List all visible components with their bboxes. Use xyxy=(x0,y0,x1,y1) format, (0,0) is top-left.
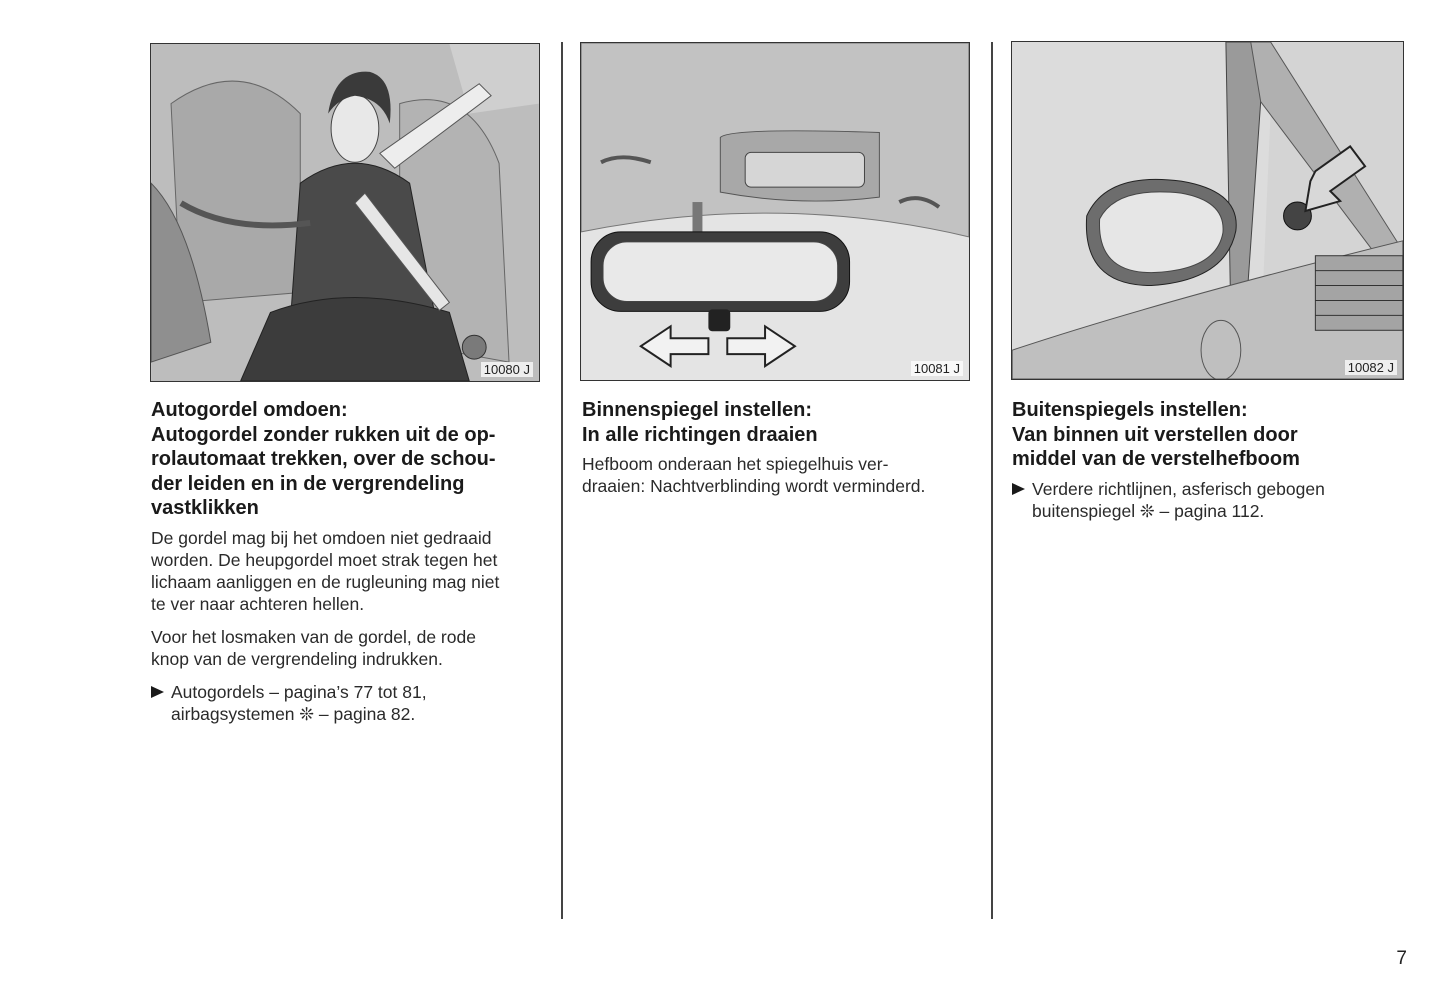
figure-exterior-mirror xyxy=(1011,41,1404,380)
column-interior-mirror xyxy=(582,398,977,508)
reference-triangle-icon xyxy=(1012,483,1025,495)
figure-code: 10081 J xyxy=(911,361,963,376)
reference-triangle-icon xyxy=(151,686,164,698)
paragraph: Voor het losmaken van de gordel, de rode knop van de vergrendeling indrukken. xyxy=(151,626,476,669)
figure-seatbelt xyxy=(150,43,540,382)
page-reference: Verdere richtlijnen, asferisch gebogen buitenspiegel ❊ – pagina 112. xyxy=(1012,478,1412,522)
figure-code: 10080 J xyxy=(481,362,533,377)
column-exterior-mirror xyxy=(1012,398,1412,522)
page-number: 7 xyxy=(1396,948,1407,969)
column-divider xyxy=(991,42,993,919)
figure-code: 10082 J xyxy=(1345,360,1397,375)
figure-interior-mirror xyxy=(580,42,970,381)
paragraph: De gordel mag bij het omdoen niet gedraaid worden. De heupgordel moet strak tegen het lichaam aanliggen en de rugleuning mag niet te ver naar achteren hellen. xyxy=(151,527,500,614)
interior-mirror-illustration xyxy=(581,43,969,380)
column-divider xyxy=(561,42,563,919)
section-heading: Buitenspiegels instellen: Van binnen uit verstellen door middel van de verstelhefboom xyxy=(1012,399,1300,470)
exterior-mirror-illustration xyxy=(1012,42,1403,379)
paragraph: Hefboom onderaan het spiegelhuis ver- draaien: Nachtverblinding wordt verminderd. xyxy=(582,454,926,496)
page-reference: Autogordels – pagina’s 77 tot 81, airbagsystemen ❊ – pagina 82. xyxy=(151,681,551,725)
column-seatbelt xyxy=(151,398,551,725)
woman-fastening-seatbelt-illustration xyxy=(151,44,539,381)
section-heading: Binnenspiegel instellen: In alle richtingen draaien xyxy=(582,399,818,446)
section-heading: Autogordel omdoen: Autogordel zonder rukken uit de op- rolautomaat trekken, over de schou- der leiden en in de vergrendeling vastklikken xyxy=(151,399,496,519)
